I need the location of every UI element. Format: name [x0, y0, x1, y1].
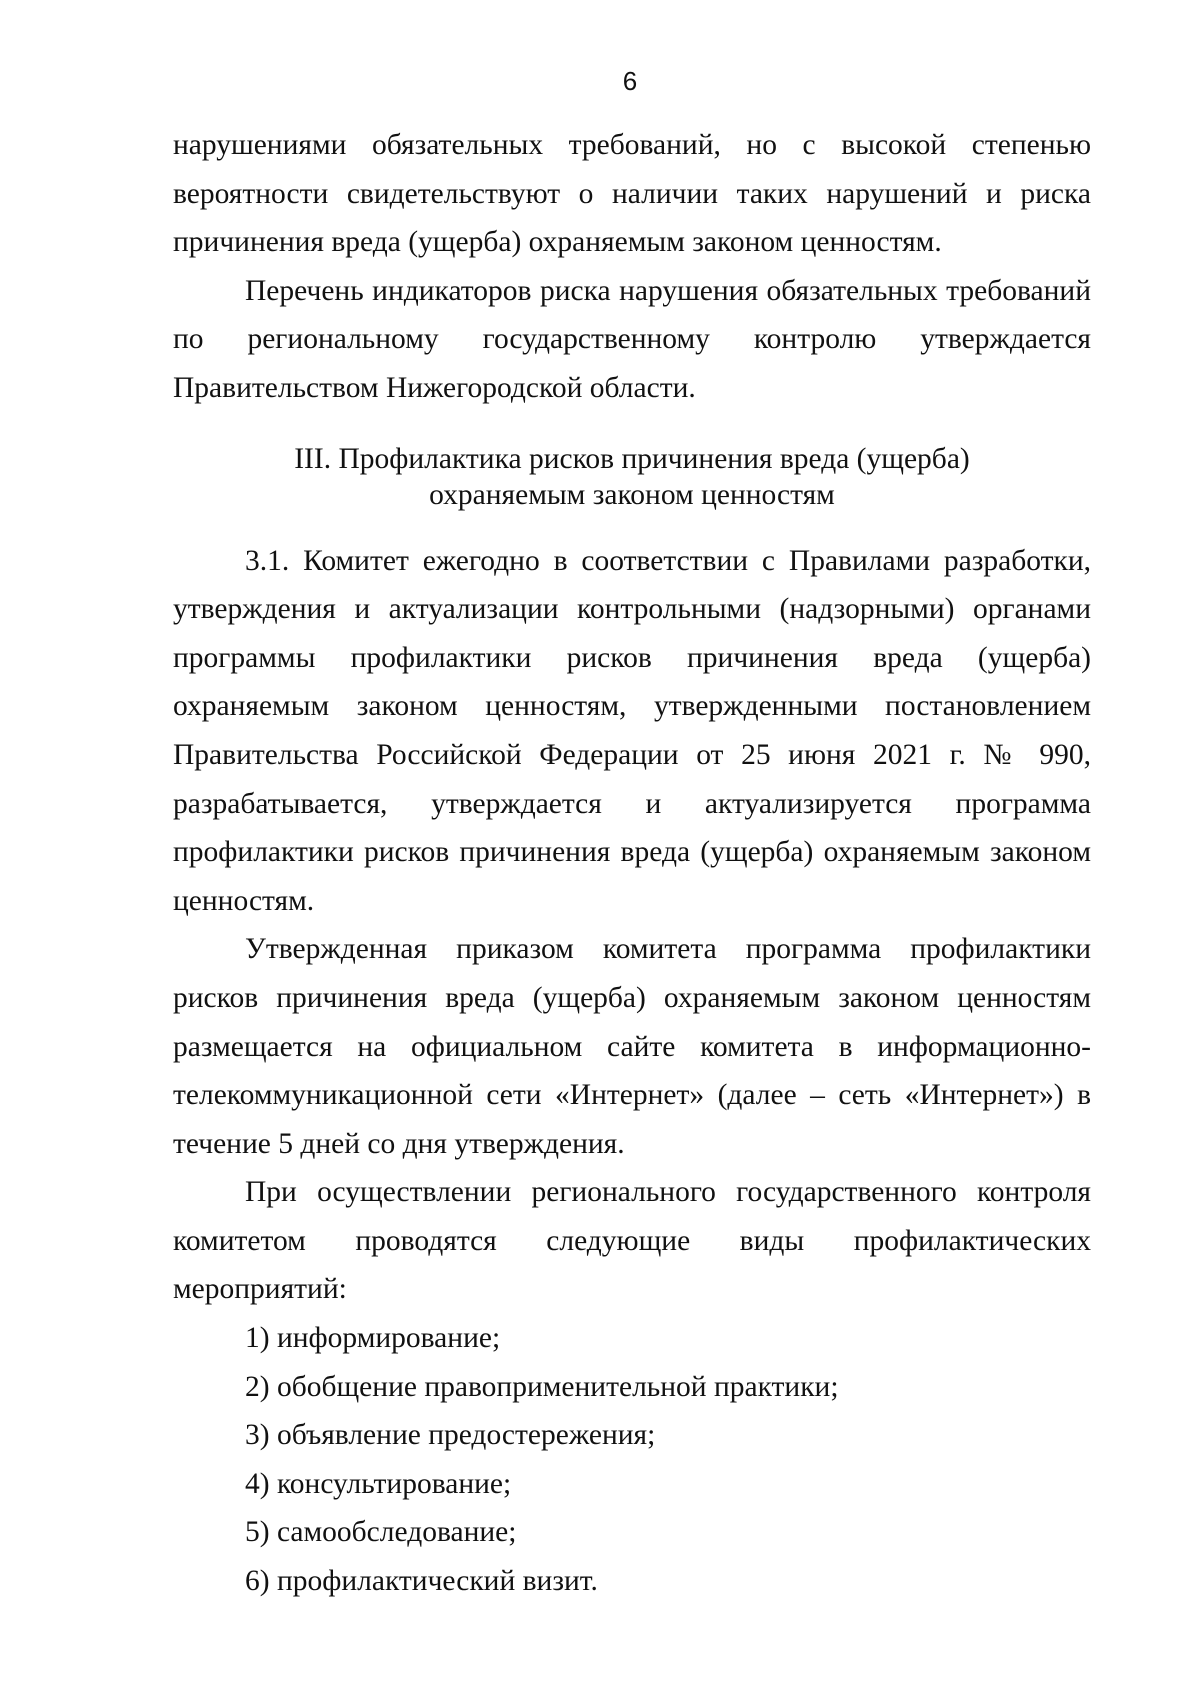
page-number: 6 [622, 66, 638, 96]
section-heading [173, 441, 1091, 513]
spacer [173, 413, 1091, 441]
list-item: 1) информирование; [245, 1322, 501, 1355]
list-item: 2) обобщение правоприменительной практики; [245, 1370, 839, 1403]
spacer [173, 513, 1091, 537]
paragraph-measures-intro: При осуществлении регионального государственного контроля комитетом проводятся следующие виды профилактических мероприятий: [173, 1176, 1091, 1306]
list-item: 6) профилактический визит. [245, 1565, 598, 1598]
measures-list [173, 1314, 1091, 1606]
section-heading-line-1: III. Профилактика рисков причинения вреда (ущерба) [294, 442, 970, 475]
section-heading-line-2: охраняемым законом ценностям [429, 478, 835, 511]
list-item: 3) объявление предостережения; [245, 1419, 656, 1452]
document-body [173, 121, 1091, 1606]
paragraph-3-1: 3.1. Комитет ежегодно в соответствии с Правилами разработки, утверждения и актуализации контрольными (надзорными) органами программы профилактики рисков причинения вреда (ущерба) охраняемым законом ценностям, утвержденными постановлением Правительства Российской Федерации от 25 июня 2021 г. № 990, разрабатывается, утверждается и актуализируется программа профилактики рисков причинения вреда (ущерба) охраняемым законом ценностям. [173, 544, 1091, 917]
paragraph-program-publication: Утвержденная приказом комитета программа профилактики рисков причинения вреда (ущерба) охраняемым законом ценностям размещается на официальном сайте комитета в информационно-телекоммуникационной сети «Интернет» (далее – сеть «Интернет») в течение 5 дней со дня утверждения. [173, 933, 1091, 1160]
paragraph-risk-indicators: Перечень индикаторов риска нарушения обязательных требований по региональному государственному контролю утверждается Правительством Нижегородской области. [173, 274, 1091, 404]
list-item: 4) консультирование; [245, 1467, 512, 1500]
paragraph-continuation: нарушениями обязательных требований, но с высокой степенью вероятности свидетельствуют о наличии таких нарушений и риска причинения вреда (ущерба) охраняемым законом ценностям. [173, 129, 1091, 259]
list-item: 5) самообследование; [245, 1516, 517, 1549]
